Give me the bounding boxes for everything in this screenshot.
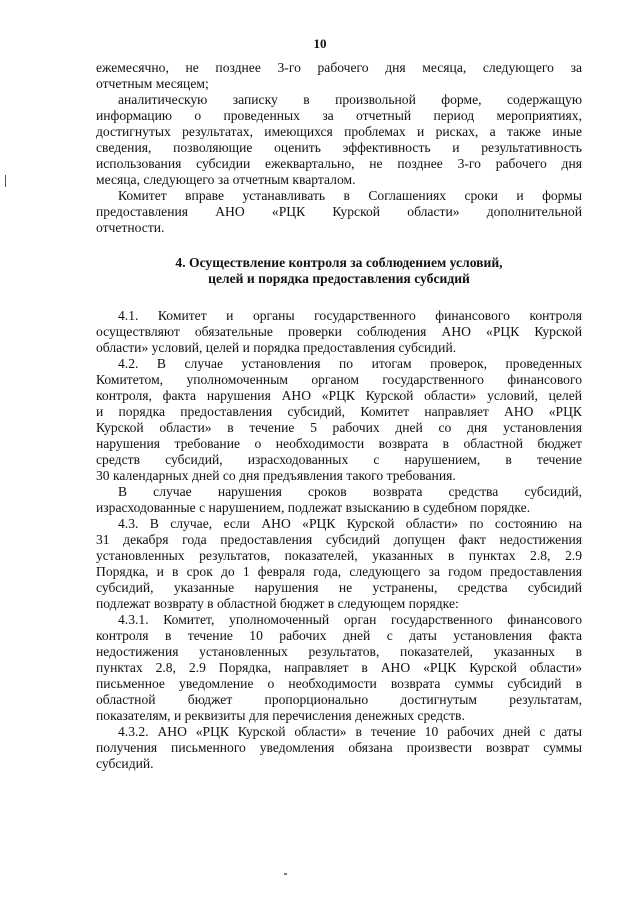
text-line: письменное уведомление о необходимости возврата суммы субсидий в (96, 676, 582, 691)
page-number: 10 (313, 36, 327, 51)
text-line: 30 календарных дней со дня предъявления такого требования. (96, 468, 456, 483)
text-line: ежемесячно, не позднее 3-го рабочего дня месяца, следующего за (96, 60, 582, 75)
text-line: Порядка, и в срок до 1 февраля года, следующего за годом предоставления (96, 564, 582, 579)
text-line: использования субсидии ежеквартально, не позднее 3-го рабочего дня (96, 156, 582, 171)
text-line: средств субсидий, израсходованных с нарушением, в течение (96, 452, 582, 467)
text-line: области» условий, целей и порядка предоставления субсидий. (96, 340, 457, 355)
text-line: достигнутых результатах, имеющихся проблемах и рисках, а также иные (96, 124, 582, 139)
text-line: отчетности. (96, 220, 165, 235)
text-line: Курской области» в течение 5 рабочих дней со дня установления (96, 420, 582, 435)
text-line: недостижения установленных результатов, показателей, указанных в (96, 644, 582, 659)
text-line: аналитическую записку в произвольной форме, содержащую (118, 92, 582, 107)
text-line: отчетным месяцем; (96, 76, 209, 91)
scan-speck (284, 873, 287, 875)
text-line: информацию о проведенных за отчетный период мероприятиях, (96, 108, 582, 123)
text-line: подлежат возврату в областной бюджет в следующем порядке: (96, 596, 459, 611)
text-line: осуществляют обязательные проверки соблюдения АНО «РЦК Курской (96, 324, 582, 339)
text-line: показателям, и реквизиты для перечисления денежных средств. (96, 708, 465, 723)
text-line: пунктах 2.8, 2.9 Порядка, направляет в АНО «РЦК Курской области» (96, 660, 582, 675)
text-line: 4.2. В случае установления по итогам проверок, проведенных (118, 356, 582, 371)
text-line: месяца, следующего за отчетным кварталом. (96, 172, 356, 187)
text-line: субсидий. (96, 756, 154, 771)
section-heading-line: 4. Осуществление контроля за соблюдением условий, (175, 255, 503, 270)
text-line: израсходованные с нарушением, подлежат взысканию в судебном порядке. (96, 500, 531, 515)
text-line: 31 декабря года предоставления субсидий допущен факт недостижения (96, 532, 582, 547)
text-line: субсидий, указанные нарушения не устранены, средства субсидий (96, 580, 582, 595)
text-line: В случае нарушения сроков возврата средства субсидий, (118, 484, 582, 499)
text-line: областной бюджет пропорционально достигнутым результатам, (96, 692, 582, 707)
text-line: нарушения требование о необходимости возврата в областной бюджет (96, 436, 582, 451)
text-line: 4.3. В случае, если АНО «РЦК Курской области» по состоянию на (118, 516, 582, 531)
text-line: и порядка предоставления субсидий, Комитет направляет АНО «РЦК (96, 404, 582, 419)
text-line: получения письменного уведомления обязана произвести возврат суммы (96, 740, 582, 755)
text-line: контроля в течение 10 рабочих дней с даты установления факта (96, 628, 582, 643)
document-body (96, 60, 582, 772)
text-line: 4.1. Комитет и органы государственного финансового контроля (118, 308, 582, 323)
text-line: Комитетом, уполномоченным органом государственного финансового (96, 372, 582, 387)
section-heading (96, 255, 582, 287)
text-line: 4.3.1. Комитет, уполномоченный орган государственного финансового (118, 612, 582, 627)
text-line: сведения, позволяющие оценить эффективность и результативность (96, 140, 582, 155)
section-heading-line: целей и порядка предоставления субсидий (208, 271, 470, 286)
margin-mark (5, 175, 6, 187)
text-line: установленных результатов, показателей, указанных в пунктах 2.8, 2.9 (96, 548, 582, 563)
text-line: контроля, факта нарушения АНО «РЦК Курской области» условий, целей (96, 388, 582, 403)
text-line: 4.3.2. АНО «РЦК Курской области» в течение 10 рабочих дней с даты (118, 724, 582, 739)
text-line: предоставления АНО «РЦК Курской области» дополнительной (96, 204, 582, 219)
text-line: Комитет вправе устанавливать в Соглашениях сроки и формы (118, 188, 582, 203)
